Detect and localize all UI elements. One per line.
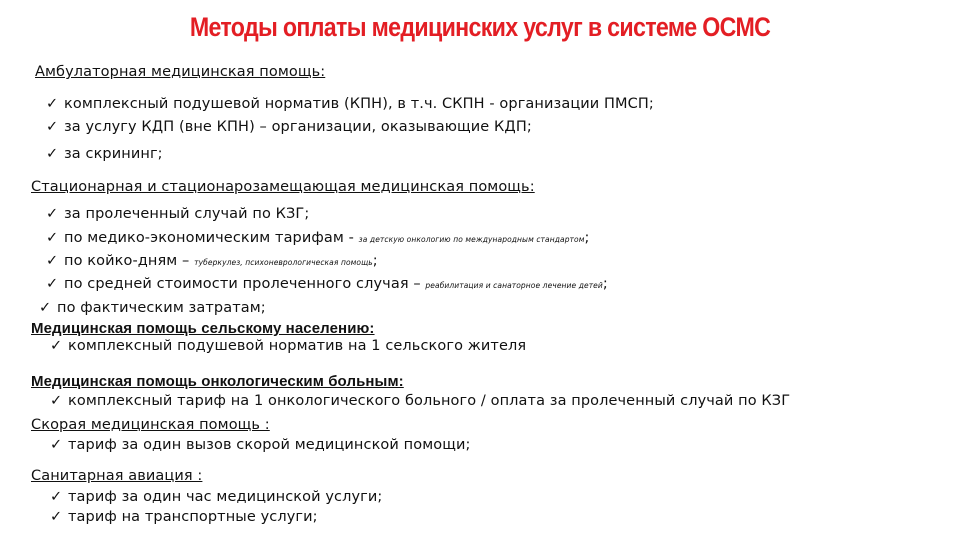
checkmark-icon: ✓ <box>50 338 63 354</box>
checkmark-icon: ✓ <box>46 230 59 246</box>
list-item: ✓ за услугу КДП (вне КПН) – организации, оказывающие КДП; <box>46 119 532 135</box>
list-item: ✓ тариф за один час медицинской услуги; <box>50 489 383 505</box>
checkmark-icon: ✓ <box>46 253 59 269</box>
checkmark-icon: ✓ <box>46 276 59 292</box>
checkmark-icon: ✓ <box>46 119 59 135</box>
checkmark-icon: ✓ <box>50 509 63 525</box>
checkmark-icon: ✓ <box>46 206 59 222</box>
list-item: ✓ за пролеченный случай по КЗГ; <box>46 206 310 222</box>
section-heading-emergency: Скорая медицинская помощь : <box>31 417 270 433</box>
item-note: за детскую онкологию по международным стандартом <box>358 235 585 244</box>
list-item: ✓ тариф за один вызов скорой медицинской помощи; <box>50 437 471 453</box>
list-item: ✓ по медико-экономическим тарифам - за детскую онкологию по международным стандартом; <box>46 230 590 246</box>
section-heading-rural: Медицинская помощь сельскому населению: <box>31 320 375 337</box>
list-item: ✓ комплексный подушевой норматив на 1 сельского жителя <box>50 338 527 354</box>
checkmark-icon: ✓ <box>39 300 52 316</box>
checkmark-icon: ✓ <box>50 437 63 453</box>
list-item: ✓ по койко-дням – туберкулез, психоневрологическая помощь; <box>46 253 378 269</box>
section-heading-aviation: Санитарная авиация : <box>31 468 203 484</box>
checkmark-icon: ✓ <box>46 146 59 162</box>
checkmark-icon: ✓ <box>46 96 59 112</box>
item-note: реабилитация и санаторное лечение детей <box>425 281 603 290</box>
checkmark-icon: ✓ <box>50 489 63 505</box>
list-item: ✓ по средней стоимости пролеченного случая – реабилитация и санаторное лечение детей; <box>46 276 608 292</box>
section-heading-ambulatory: Амбулаторная медицинская помощь: <box>35 64 326 80</box>
list-item: ✓ тариф на транспортные услуги; <box>50 509 318 525</box>
list-item: ✓ комплексный подушевой норматив (КПН), в т.ч. СКПН - организации ПМСП; <box>46 96 654 112</box>
section-heading-oncology: Медицинская помощь онкологическим больным: <box>31 373 404 390</box>
list-item: ✓ за скрининг; <box>46 146 163 162</box>
slide-title: Методы оплаты медицинских услуг в системе ОСМС <box>189 12 771 42</box>
list-item: ✓ комплексный тариф на 1 онкологического больного / оплата за пролеченный случай по КЗГ <box>50 393 791 409</box>
section-heading-inpatient: Стационарная и стационарозамещающая медицинская помощь: <box>31 179 535 195</box>
list-item: ✓ по фактическим затратам; <box>39 300 266 316</box>
item-note: туберкулез, психоневрологическая помощь <box>194 258 373 267</box>
checkmark-icon: ✓ <box>50 393 63 409</box>
